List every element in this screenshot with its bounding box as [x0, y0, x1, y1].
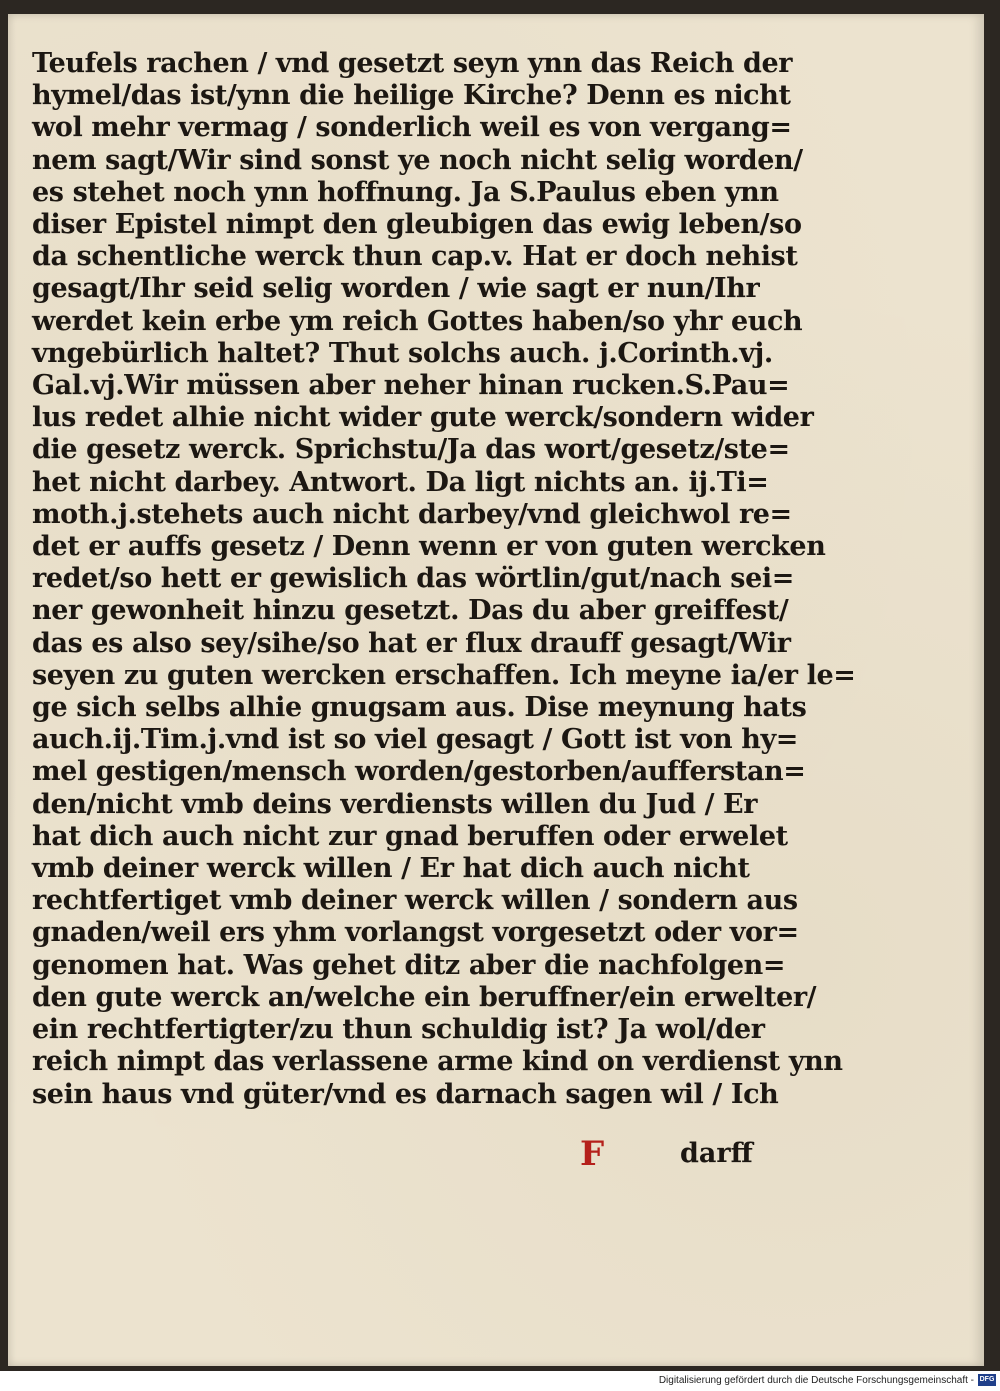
text-line-22: auch.ij.Tim.j.vnd ist so viel gesagt / Gott ist von hy=	[32, 724, 798, 756]
text-line-20: seyen zu guten wercken erschaffen. Ich meyne ia/er le=	[32, 659, 856, 691]
digitization-credit: Digitalisierung gefördert durch die Deutsche Forschungsgemeinschaft -	[658, 1375, 974, 1386]
text-line-29: genomen hat. Was gehet ditz aber die nachfolgen=	[32, 949, 786, 981]
text-line-23: mel gestigen/mensch worden/gestorben/aufferstan=	[32, 756, 806, 788]
text-line-9: werdet kein erbe ym reich Gottes haben/so yhr euch	[32, 305, 803, 337]
text-line-31: ein rechtfertigter/zu thun schuldig ist? Ja wol/der	[32, 1014, 765, 1046]
text-line-16: det er auffs gesetz / Denn wenn er von guten wercken	[32, 531, 826, 563]
text-line-32: reich nimpt das verlassene arme kind on verdienst ynn	[32, 1046, 843, 1078]
text-line-30: den gute werck an/welche ein beruffner/ein erwelter/	[32, 981, 817, 1013]
text-line-13: die gesetz werck. Sprichstu/Ja das wort/gesetz/ste=	[32, 434, 790, 466]
text-line-6: diser Epistel nimpt den gleubigen das ewig leben/so	[32, 209, 802, 241]
text-line-11: Gal.vj.Wir müssen aber neher hinan rucken.S.Pau=	[32, 370, 790, 402]
text-line-1: Teufels rachen / vnd gesetzt seyn ynn das Reich der	[32, 48, 793, 79]
text-line-14: het nicht darbey. Antwort. Da ligt nichts an. ij.Ti=	[32, 466, 769, 498]
text-line-28: gnaden/weil ers yhm vorlangst vorgesetzt oder vor=	[32, 917, 799, 949]
text-line-8: gesagt/Ihr seid selig worden / wie sagt er nun/Ihr	[32, 273, 760, 305]
text-line-33: sein haus vnd güter/vnd es darnach sagen wil / Ich	[32, 1078, 779, 1110]
text-line-12: lus redet alhie nicht wider gute werck/sondern wider	[32, 402, 814, 434]
text-line-7: da schentliche werck thun cap.v. Hat er doch nehist	[32, 241, 798, 273]
text-line-15: moth.j.stehets auch nicht darbey/vnd gleichwol re=	[32, 498, 792, 530]
dfg-logo: DFG	[978, 1374, 996, 1386]
main-text-block	[32, 48, 856, 1111]
text-line-5: es stehet noch ynn hoffnung. Ja S.Paulus eben ynn	[32, 176, 779, 208]
text-line-24: den/nicht vmb deins verdiensts willen du Jud / Er	[32, 788, 758, 820]
text-line-17: redet/so hett er gewislich das wörtlin/gut/nach sei=	[32, 563, 794, 595]
text-line-27: rechtfertiget vmb deiner werck willen / sondern aus	[32, 885, 798, 917]
text-line-26: vmb deiner werck willen / Er hat dich auch nicht	[32, 853, 750, 885]
text-line-18: ner gewonheit hinzu gesetzt. Das du aber greiffest/	[32, 595, 789, 627]
text-line-21: ge sich selbs alhie gnugsam aus. Dise meynung hats	[32, 692, 807, 724]
text-line-3: wol mehr vermag / sonderlich weil es von vergang=	[32, 112, 792, 144]
page-foot	[8, 1134, 768, 1178]
text-line-25: hat dich auch nicht zur gnad beruffen oder erwelet	[32, 820, 788, 852]
text-line-19: das es also sey/sihe/so hat er flux drauff gesagt/Wir	[32, 627, 791, 659]
text-line-4: nem sagt/Wir sind sonst ye noch nicht selig worden/	[32, 144, 803, 176]
signature-mark: F	[580, 1134, 605, 1174]
book-page	[8, 14, 984, 1366]
text-line-10: vngebürlich haltet? Thut solchs auch. j.Corinth.vj.	[32, 337, 773, 369]
text-line-2: hymel/das ist/ynn die heilige Kirche? Denn es nicht	[32, 80, 791, 112]
catchword: darff	[680, 1138, 753, 1169]
